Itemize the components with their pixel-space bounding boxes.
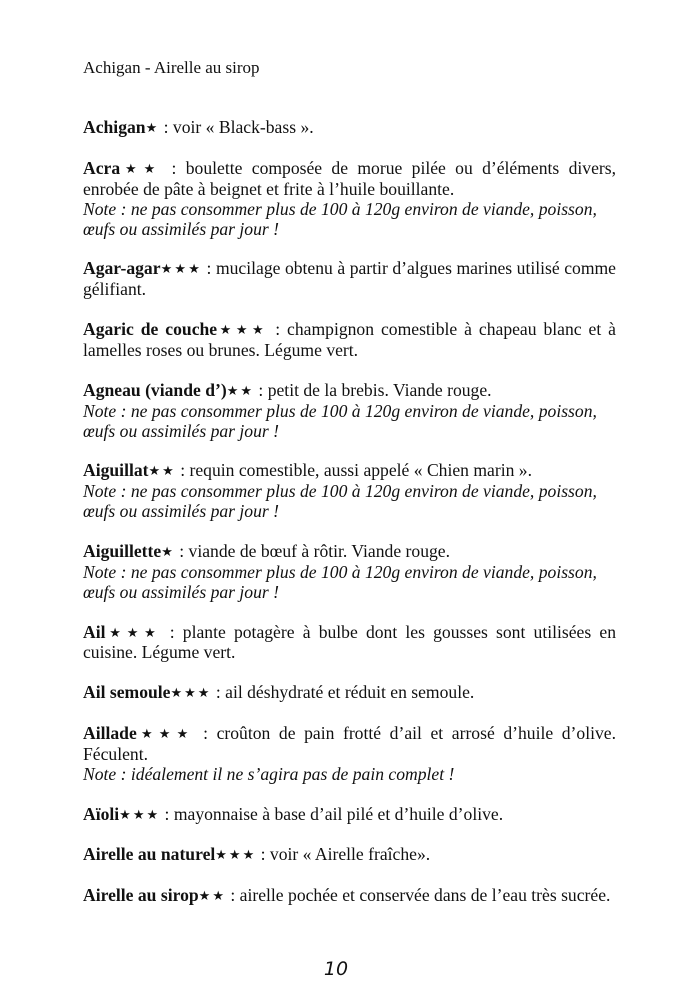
entry-definition: : viande de bœuf à rôtir. Viande rouge. (174, 540, 450, 561)
dictionary-entry (83, 845, 616, 866)
entry-note: Note : ne pas consommer plus de 100 à 120g environ de viande, poisson, œufs ou assimilés par jour ! (83, 400, 597, 441)
entry-definition: : airelle pochée et conservée dans de l’eau très sucrée. (225, 885, 611, 906)
entry-definition: : ail déshydraté et réduit en semoule. (211, 682, 475, 703)
star-rating-icon: ★★★ (215, 847, 257, 863)
entry-definition: : plante potagère à bulbe dont les gousses sont utilisées en cuisine. Légume vert. (83, 621, 616, 663)
dictionary-entry (83, 683, 616, 704)
entry-note: Note : ne pas consommer plus de 100 à 120g environ de viande, poisson, œufs ou assimilés par jour ! (83, 198, 597, 239)
dictionary-entry (83, 320, 616, 361)
entry-term: Aillade (83, 723, 137, 744)
star-rating-icon: ★★★ (217, 322, 269, 338)
entry-definition: : requin comestible, aussi appelé « Chien marin ». (175, 460, 533, 481)
entry-term: Airelle au sirop (83, 885, 199, 906)
entry-term: Aïoli (83, 803, 120, 824)
dictionary-entry (83, 381, 616, 442)
star-rating-icon: ★ (145, 120, 160, 135)
dictionary-entry (83, 724, 616, 785)
star-rating-icon: ★★ (120, 160, 163, 176)
entry-term: Airelle au naturel (83, 844, 216, 865)
star-rating-icon: ★★★ (160, 261, 202, 277)
entry-definition: : champignon comestible à chapeau blanc et à lamelles roses ou brunes. Légume vert. (83, 319, 616, 360)
dictionary-entry (83, 805, 616, 826)
entry-note: Note : idéalement il ne s’agira pas de pain complet ! (83, 763, 455, 784)
entry-definition: : mayonnaise à base d’ail pilé et d’huile d’olive. (160, 803, 504, 824)
dictionary-entry (83, 259, 616, 300)
dictionary-entry (83, 118, 616, 139)
dictionary-entries (83, 118, 616, 927)
entry-definition: : petit de la brebis. Viande rouge. (254, 379, 492, 400)
entry-term: Acra (83, 157, 121, 178)
star-rating-icon: ★★★ (170, 685, 212, 701)
dictionary-entry (83, 623, 616, 664)
entry-note: Note : ne pas consommer plus de 100 à 120g environ de viande, poisson, œufs ou assimilés par jour ! (83, 561, 597, 602)
entry-term: Achigan (83, 117, 146, 137)
running-header: Achigan - Airelle au sirop (83, 58, 260, 77)
entry-definition: : voir « Black-bass ». (159, 117, 314, 137)
entry-term: Aiguillat (83, 460, 149, 481)
entry-definition: : mucilage obtenu à partir d’algues marines utilisé comme gélifiant. (83, 258, 616, 300)
entry-definition: : voir « Airelle fraîche». (256, 844, 431, 865)
star-rating-icon: ★★★ (119, 806, 161, 822)
entry-term: Agaric de couche (83, 319, 218, 340)
entry-definition: : croûton de pain frotté d’ail et arrosé d’huile d’olive. Féculent. (83, 723, 616, 764)
dictionary-entry (83, 886, 616, 907)
page-number: 10 (323, 958, 349, 980)
entry-term: Aiguillette (83, 540, 162, 561)
dictionary-entry (83, 461, 616, 522)
star-rating-icon: ★★ (226, 382, 255, 398)
entry-term: Agar-agar (83, 258, 161, 279)
entry-definition: : boulette composée de morue pilée ou d’éléments divers, enrobée de pâte à beignet et frite à l’huile bouillante. (83, 157, 616, 199)
dictionary-entry (83, 159, 616, 240)
entry-note: Note : ne pas consommer plus de 100 à 120g environ de viande, poisson, œufs ou assimilés par jour ! (83, 481, 597, 522)
entry-term: Ail (83, 621, 106, 642)
entry-term: Ail semoule (83, 682, 171, 703)
star-rating-icon: ★★★ (105, 624, 162, 640)
star-rating-icon: ★ (161, 543, 175, 559)
dictionary-entry (83, 542, 616, 603)
entry-term: Agneau (viande d’) (83, 379, 227, 400)
star-rating-icon: ★★ (148, 463, 176, 479)
star-rating-icon: ★★ (198, 888, 226, 904)
star-rating-icon: ★★★ (136, 726, 195, 742)
